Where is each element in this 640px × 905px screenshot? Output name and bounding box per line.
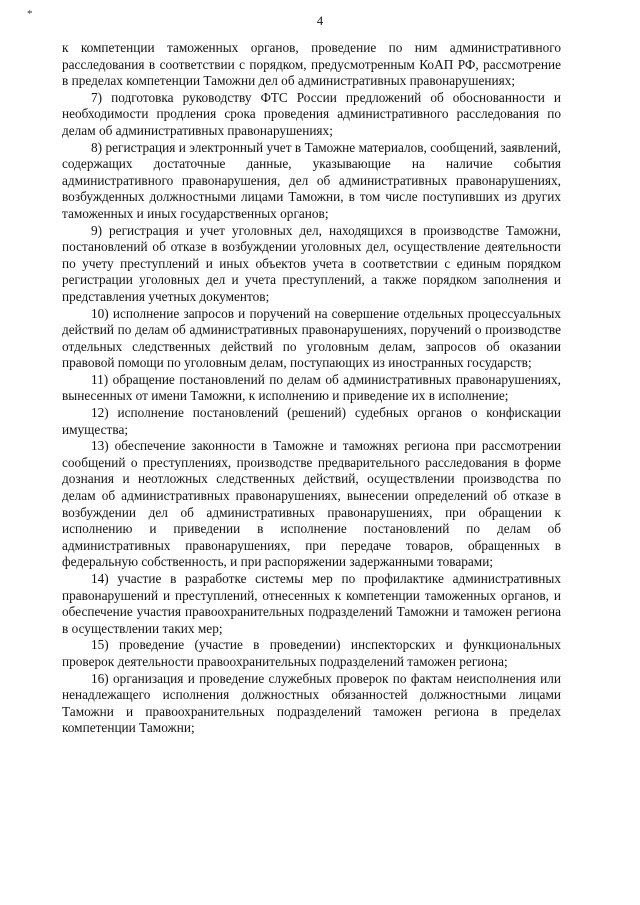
list-item-10: 10) исполнение запросов и поручений на совершение отдельных процессуальных действий по делам об административных правонарушениях, поручений о производстве отдельных следственных действий по уголовным делам, запросов об оказании правовой помощи по уголовным делам, поступающих из иностранных государств; [62,305,561,371]
list-item-16: 16) организация и проведение служебных проверок по фактам неисполнения или ненадлежащего исполнения должностных обязанностей должностными лицами Таможни и правоохранительных подразделений таможен региона в пределах компетенции Таможни; [62,670,561,736]
list-item-13: 13) обеспечение законности в Таможне и таможнях региона при рассмотрении сообщений о преступлениях, производстве предварительного расследования в форме дознания и неотложных следственных действий, осуществлении производства по делам об административных правонарушениях, вынесении определений об отказе в возбуждении дел об административных правонарушениях, при обращении к исполнению и приведении в исполнение постановлений по делам об административных правонарушениях, при передаче товаров, обращенных в федеральную собственность, и при распоряжении задержанными товарами; [62,438,561,570]
document-body [62,40,561,737]
list-item-8: 8) регистрация и электронный учет в Таможне материалов, сообщений, заявлений, содержащих достаточные данные, указывающие на наличие события административного правонарушения, дел об административных правонарушениях, возбужденных должностными лицами Таможни, в том числе поступивших из других таможенных и иных государственных органов; [62,139,561,221]
list-item-11: 11) обращение постановлений по делам об административных правонарушениях, вынесенных от имени Таможни, к исполнению и приведение их в исполнение; [62,371,561,404]
list-item-12: 12) исполнение постановлений (решений) судебных органов о конфискации имущества; [62,405,561,437]
corner-mark: * [27,8,33,20]
list-item-15: 15) проведение (участие в проведении) инспекторских и функциональных проверок деятельности правоохранительных подразделений таможен региона; [62,637,561,669]
page-number: 4 [316,14,324,28]
list-item-9: 9) регистрация и учет уголовных дел, находящихся в производстве Таможни, постановлений об отказе в возбуждении уголовных дел, осуществление деятельности по учету преступлений и иных объектов учета в соответствии с единым порядком регистрации уголовных дел и учета преступлений, а также порядком заполнения и представления учетных документов; [62,222,561,304]
list-item-14: 14) участие в разработке системы мер по профилактике административных правонарушений и преступлений, отнесенных к компетенции таможенных органов, и обеспечение участия правоохранительных подразделений Таможни и таможен региона в осуществлении таких мер; [62,571,561,636]
paragraph-continuation: к компетенции таможенных органов, проведение по ним административного расследования в соответствии с порядком, предусмотренным КоАП РФ, рассмотрение в пределах компетенции Таможни дел об административных правонарушениях; [62,40,561,89]
list-item-7: 7) подготовка руководству ФТС России предложений об обоснованности и необходимости продления срока проведения административного расследования по делам об административных правонарушениях; [62,89,561,138]
